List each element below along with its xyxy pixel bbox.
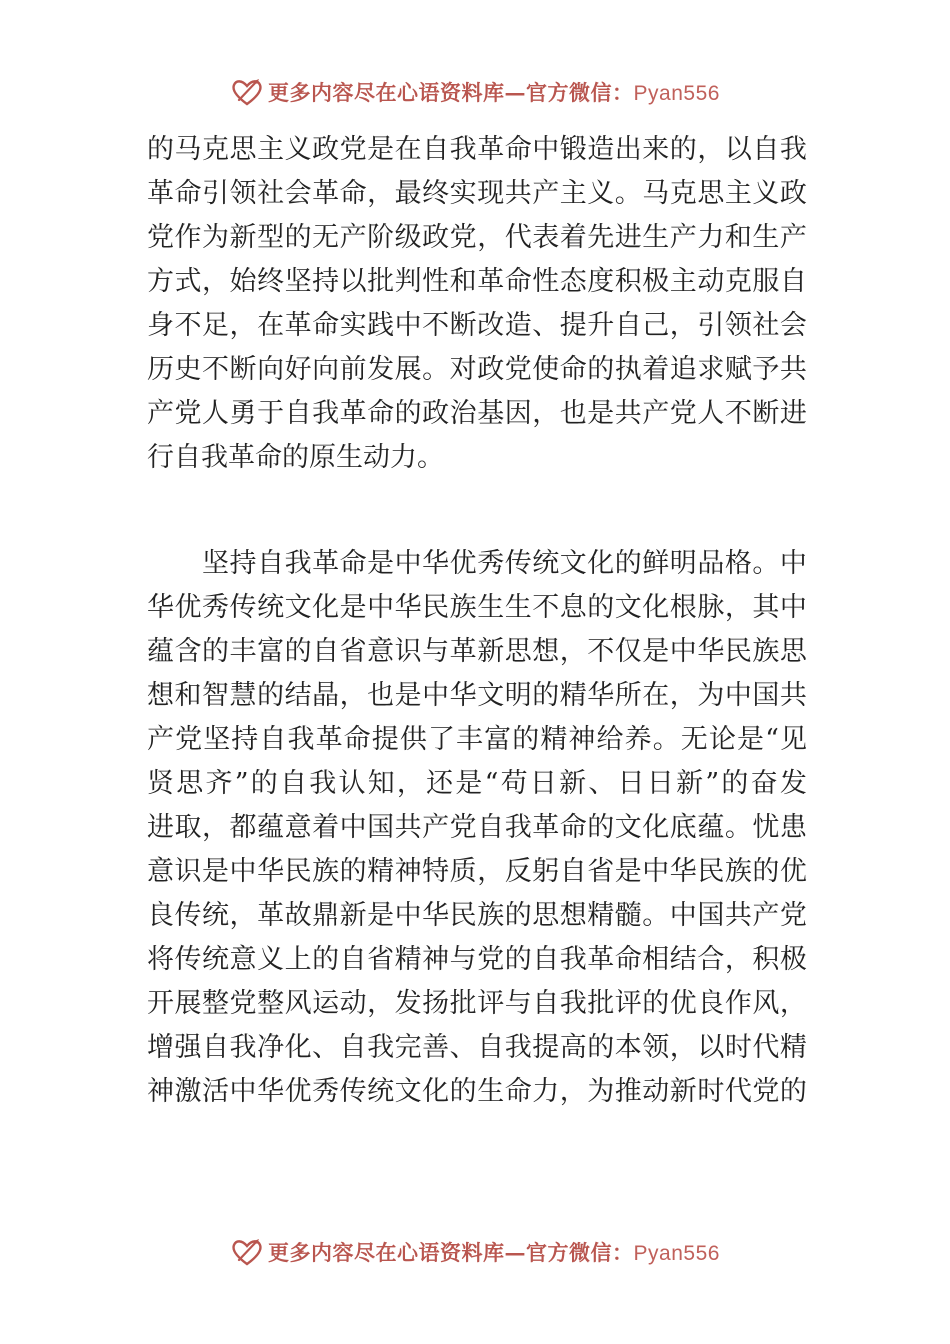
footer-banner (0, 1230, 950, 1274)
document-body (147, 128, 807, 1114)
wechat-id: Pyan556 (633, 82, 720, 105)
text-line: 产 党 人 勇 于 自 我 革 命 的 政 治 基 因 ， 也 是 共 产 党 人 不 断 进 (147, 398, 807, 429)
text-line: 增 强 自 我 净 化 、 自 我 完 善 、 自 我 提 高 的 本 领 ， 以 时 代 精 (147, 1032, 807, 1063)
text-line: 党 作 为 新 型 的 无 产 阶 级 政 党 ， 代 表 着 先 进 生 产 力 和 生 产 (147, 222, 807, 253)
text-line: 方 式 ， 始 终 坚 持 以 批 判 性 和 革 命 性 态 度 积 极 主 动 克 服 自 (147, 266, 807, 297)
heart-pen-logo-icon (230, 1235, 264, 1269)
text-line: 将 传 统 意 义 上 的 自 省 精 神 与 党 的 自 我 革 命 相 结 合 ， 积 极 (147, 944, 807, 975)
text-line: 华 优 秀 传 统 文 化 是 中 华 民 族 生 生 不 息 的 文 化 根 脉 ， 其 中 (147, 592, 807, 623)
text-line: 进 取 ， 都 蕴 意 着 中 国 共 产 党 自 我 革 命 的 文 化 底 蕴 。 忧 患 (147, 812, 807, 843)
text-line: 意 识 是 中 华 民 族 的 精 神 特 质 ， 反 躬 自 省 是 中 华 民 族 的 优 (147, 856, 807, 887)
text-line: 蕴 含 的 丰 富 的 自 省 意 识 与 革 新 思 想 ， 不 仅 是 中 华 民 族 思 (147, 636, 807, 667)
text-line: 良 传 统 ， 革 故 鼎 新 是 中 华 民 族 的 思 想 精 髓 。 中 国 共 产 党 (147, 900, 807, 931)
banner-text: 更多内容尽在心语资料库—官方微信：Pyan556 (268, 1240, 720, 1265)
wechat-id: Pyan556 (633, 1242, 720, 1265)
text-line: 贤 思 齐 ” 的 自 我 认 知 ， 还 是 “ 苟 日 新 、 日 日 新 ” 的 奋 发 (147, 768, 807, 799)
paragraph (147, 542, 807, 1114)
text-line: 的 马 克 思 主 义 政 党 是 在 自 我 革 命 中 锻 造 出 来 的 ， 以 自 我 (147, 134, 807, 165)
heart-pen-logo-icon (230, 75, 264, 109)
header-banner (0, 70, 950, 114)
banner-text: 更多内容尽在心语资料库—官方微信：Pyan556 (268, 80, 720, 105)
text-line: 身 不 足 ， 在 革 命 实 践 中 不 断 改 造 、 提 升 自 己 ， 引 领 社 会 (147, 310, 807, 341)
text-line: 神 激 活 中 华 优 秀 传 统 文 化 的 生 命 力 ， 为 推 动 新 时 代 党 的 (147, 1076, 807, 1107)
text-line: 想 和 智 慧 的 结 晶 ， 也 是 中 华 文 明 的 精 华 所 在 ， 为 中 国 共 (147, 680, 807, 711)
paragraph (147, 128, 807, 480)
paragraph-gap (147, 480, 807, 542)
text-line: 革 命 引 领 社 会 革 命 ， 最 终 实 现 共 产 主 义 。 马 克 思 主 义 政 (147, 178, 807, 209)
text-line: 开 展 整 党 整 风 运 动 ， 发 扬 批 评 与 自 我 批 评 的 优 良 作 风 ， (147, 988, 807, 1019)
text-line: 行自我革命的原生动力。 (147, 442, 444, 473)
text-line: 坚 持 自 我 革 命 是 中 华 优 秀 传 统 文 化 的 鲜 明 品 格 。 中 (202, 548, 807, 579)
text-line: 产 党 坚 持 自 我 革 命 提 供 了 丰 富 的 精 神 给 养 。 无 论 是 “ 见 (147, 724, 807, 755)
text-line: 历 史 不 断 向 好 向 前 发 展 。 对 政 党 使 命 的 执 着 追 求 赋 予 共 (147, 354, 807, 385)
